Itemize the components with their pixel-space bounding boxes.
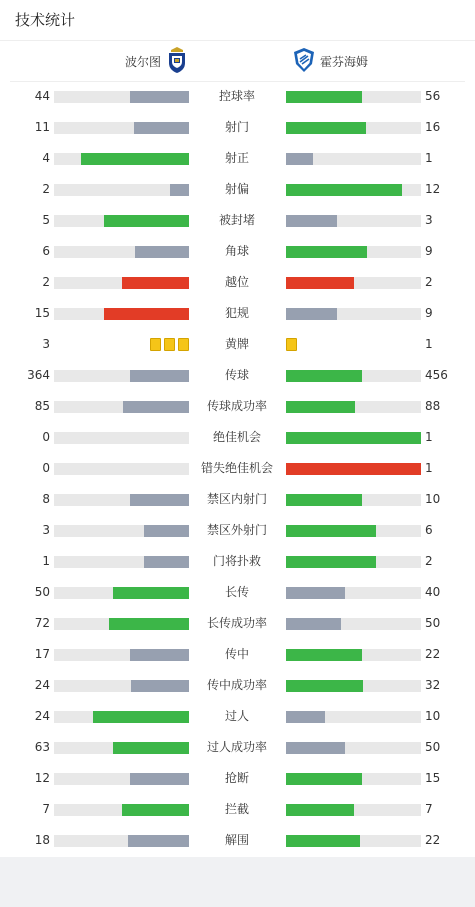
home-yellow-cards [150, 338, 189, 351]
home-value: 63 [34, 740, 50, 754]
home-bar-fill [135, 246, 189, 258]
away-bar-track [286, 463, 421, 475]
away-bar-fill [286, 525, 376, 537]
stat-row [0, 764, 475, 795]
home-bar-fill [104, 215, 189, 227]
away-value: 3 [425, 213, 433, 227]
stat-row [0, 671, 475, 702]
away-bar-track [286, 804, 421, 816]
away-value: 12 [425, 182, 441, 196]
away-bar-track [286, 91, 421, 103]
stat-label: 过人 [224, 709, 249, 723]
home-bar-track [54, 308, 189, 320]
home-value: 3 [42, 337, 50, 351]
away-bar-fill [286, 835, 360, 847]
stat-row [0, 795, 475, 826]
stat-row [0, 299, 475, 330]
stat-row [0, 609, 475, 640]
home-value: 12 [34, 771, 50, 785]
away-bar-track [286, 773, 421, 785]
away-bar-fill [286, 370, 362, 382]
home-value: 15 [34, 306, 50, 320]
away-bar-fill [286, 711, 325, 723]
stats-list [0, 82, 475, 857]
stat-row [0, 361, 475, 392]
stat-label: 射门 [224, 120, 249, 134]
home-team[interactable] [125, 41, 187, 81]
away-value: 22 [425, 833, 441, 847]
away-bar-track [286, 308, 421, 320]
home-bar-track [54, 587, 189, 599]
home-value: 24 [34, 678, 50, 692]
home-bar-fill [170, 184, 189, 196]
stat-label: 抢断 [224, 771, 249, 785]
home-bar-fill [122, 277, 190, 289]
home-bar-track [54, 184, 189, 196]
away-bar-track [286, 680, 421, 692]
away-bar-fill [286, 122, 366, 134]
home-value: 8 [42, 492, 50, 506]
stat-label: 射正 [224, 151, 249, 165]
home-bar-fill [122, 804, 190, 816]
away-bar-track [286, 246, 421, 258]
away-value: 32 [425, 678, 441, 692]
home-bar-fill [130, 773, 189, 785]
home-bar-track [54, 711, 189, 723]
away-value: 88 [425, 399, 441, 413]
home-bar-track [54, 742, 189, 754]
stat-label: 过人成功率 [206, 740, 267, 754]
stat-label: 长传 [224, 585, 249, 599]
away-bar-track [286, 184, 421, 196]
away-bar-fill [286, 308, 337, 320]
away-bar-fill [286, 556, 376, 568]
home-bar-track [54, 370, 189, 382]
home-bar-track [54, 649, 189, 661]
home-bar-track [54, 804, 189, 816]
away-bar-track [286, 525, 421, 537]
home-bar-track [54, 91, 189, 103]
stat-label: 黄牌 [224, 337, 249, 351]
away-bar-fill [286, 215, 337, 227]
home-bar-track [54, 153, 189, 165]
home-value: 6 [42, 244, 50, 258]
home-bar-track [54, 773, 189, 785]
away-bar-fill [286, 277, 354, 289]
away-value: 2 [425, 554, 433, 568]
away-bar-fill [286, 804, 354, 816]
home-bar-fill [93, 711, 189, 723]
home-value: 4 [42, 151, 50, 165]
away-bar-fill [286, 463, 421, 475]
away-value: 9 [425, 244, 433, 258]
stat-row [0, 826, 475, 857]
away-value: 15 [425, 771, 441, 785]
away-value: 10 [425, 492, 441, 506]
home-bar-fill [123, 401, 189, 413]
away-team[interactable] [292, 41, 368, 81]
stat-row [0, 547, 475, 578]
home-bar-fill [144, 525, 189, 537]
away-bar-fill [286, 680, 363, 692]
away-value: 56 [425, 89, 441, 103]
away-bar-track [286, 618, 421, 630]
away-bar-track [286, 401, 421, 413]
porto-crest-icon [167, 47, 187, 76]
home-bar-fill [131, 680, 189, 692]
home-bar-track [54, 618, 189, 630]
stat-row [0, 330, 475, 361]
home-value: 2 [42, 275, 50, 289]
home-bar-track [54, 215, 189, 227]
home-bar-track [54, 432, 189, 444]
stat-label: 越位 [224, 275, 249, 289]
home-value: 2 [42, 182, 50, 196]
section-title: 技术统计 [15, 11, 76, 29]
home-bar-fill [130, 649, 189, 661]
home-bar-track [54, 835, 189, 847]
away-bar-track [286, 277, 421, 289]
home-value: 85 [34, 399, 50, 413]
away-bar-fill [286, 401, 355, 413]
stat-row [0, 423, 475, 454]
stat-label: 射偏 [224, 182, 249, 196]
stat-label: 拦截 [224, 802, 249, 816]
away-bar-track [286, 122, 421, 134]
stat-row [0, 113, 475, 144]
home-value: 72 [34, 616, 50, 630]
home-value: 0 [42, 430, 50, 444]
stat-label: 被封堵 [218, 213, 255, 227]
stat-row [0, 206, 475, 237]
yellow-card-icon [164, 338, 175, 351]
stat-row [0, 733, 475, 764]
away-bar-fill [286, 246, 367, 258]
away-team-name: 霍芬海姆 [320, 54, 369, 69]
home-bar-track [54, 122, 189, 134]
home-bar-fill [144, 556, 189, 568]
away-bar-track [286, 587, 421, 599]
stat-label: 传球成功率 [206, 399, 267, 413]
home-bar-fill [81, 153, 189, 165]
home-bar-fill [130, 91, 189, 103]
away-bar-track [286, 711, 421, 723]
away-value: 1 [425, 461, 433, 475]
away-bar-track [286, 556, 421, 568]
home-bar-track [54, 246, 189, 258]
stat-row [0, 144, 475, 175]
away-value: 7 [425, 802, 433, 816]
away-value: 2 [425, 275, 433, 289]
away-value: 9 [425, 306, 433, 320]
stat-label: 传中 [224, 647, 249, 661]
stat-label: 传中成功率 [206, 678, 267, 692]
stat-label: 解围 [224, 833, 249, 847]
stat-row [0, 485, 475, 516]
teams-header [0, 41, 475, 81]
away-value: 50 [425, 616, 441, 630]
home-bar-fill [109, 618, 189, 630]
away-bar-track [286, 215, 421, 227]
stat-label: 角球 [224, 244, 249, 258]
stat-row [0, 578, 475, 609]
home-bar-fill [130, 370, 189, 382]
away-value: 456 [425, 368, 448, 382]
home-bar-fill [104, 308, 189, 320]
away-value: 1 [425, 337, 433, 351]
home-bar-fill [128, 835, 189, 847]
home-value: 17 [34, 647, 50, 661]
stat-row [0, 454, 475, 485]
home-bar-track [54, 525, 189, 537]
stat-row [0, 640, 475, 671]
stat-label: 长传成功率 [206, 616, 267, 630]
away-bar-fill [286, 773, 362, 785]
away-value: 1 [425, 430, 433, 444]
home-bar-fill [113, 587, 189, 599]
away-value: 16 [425, 120, 441, 134]
away-yellow-cards [286, 338, 297, 351]
home-bar-fill [134, 122, 189, 134]
stat-label: 犯规 [224, 306, 249, 320]
home-bar-track [54, 401, 189, 413]
away-value: 40 [425, 585, 441, 599]
home-value: 11 [34, 120, 50, 134]
away-bar-track [286, 835, 421, 847]
stat-row [0, 702, 475, 733]
away-bar-fill [286, 153, 313, 165]
home-value: 364 [27, 368, 50, 382]
home-bar-track [54, 494, 189, 506]
stat-label: 错失绝佳机会 [200, 461, 273, 475]
stat-row [0, 268, 475, 299]
away-value: 1 [425, 151, 433, 165]
yellow-card-icon [150, 338, 161, 351]
home-value: 18 [34, 833, 50, 847]
stat-label: 禁区外射门 [206, 523, 267, 537]
stat-row [0, 82, 475, 113]
away-bar-track [286, 494, 421, 506]
away-bar-track [286, 370, 421, 382]
home-bar-fill [113, 742, 189, 754]
stat-row [0, 392, 475, 423]
away-bar-track [286, 432, 421, 444]
away-value: 22 [425, 647, 441, 661]
home-team-name: 波尔图 [124, 54, 161, 69]
home-value: 24 [34, 709, 50, 723]
home-bar-track [54, 556, 189, 568]
away-bar-fill [286, 649, 362, 661]
home-bar-track [54, 277, 189, 289]
away-bar-track [286, 649, 421, 661]
home-value: 50 [34, 585, 50, 599]
stat-label: 传球 [224, 368, 249, 382]
away-value: 10 [425, 709, 441, 723]
home-value: 7 [42, 802, 50, 816]
hoffenheim-crest-icon [292, 47, 316, 76]
home-bar-track [54, 463, 189, 475]
home-bar-fill [130, 494, 189, 506]
stat-label: 绝佳机会 [212, 430, 261, 444]
stat-label: 门将扑救 [212, 554, 261, 568]
home-value: 44 [34, 89, 50, 103]
stat-row [0, 175, 475, 206]
stat-row [0, 237, 475, 268]
away-bar-fill [286, 91, 362, 103]
away-bar-track [286, 742, 421, 754]
home-value: 5 [42, 213, 50, 227]
home-bar-track [54, 680, 189, 692]
stat-label: 控球率 [218, 89, 255, 103]
away-bar-fill [286, 494, 362, 506]
away-value: 50 [425, 740, 441, 754]
away-value: 6 [425, 523, 433, 537]
home-value: 0 [42, 461, 50, 475]
yellow-card-icon [178, 338, 189, 351]
away-bar-track [286, 153, 421, 165]
away-bar-fill [286, 432, 421, 444]
away-bar-fill [286, 618, 341, 630]
yellow-card-icon [286, 338, 297, 351]
away-bar-fill [286, 742, 345, 754]
home-value: 1 [42, 554, 50, 568]
away-bar-fill [286, 587, 345, 599]
away-bar-fill [286, 184, 402, 196]
stat-row [0, 516, 475, 547]
home-value: 3 [42, 523, 50, 537]
stat-label: 禁区内射门 [206, 492, 267, 506]
